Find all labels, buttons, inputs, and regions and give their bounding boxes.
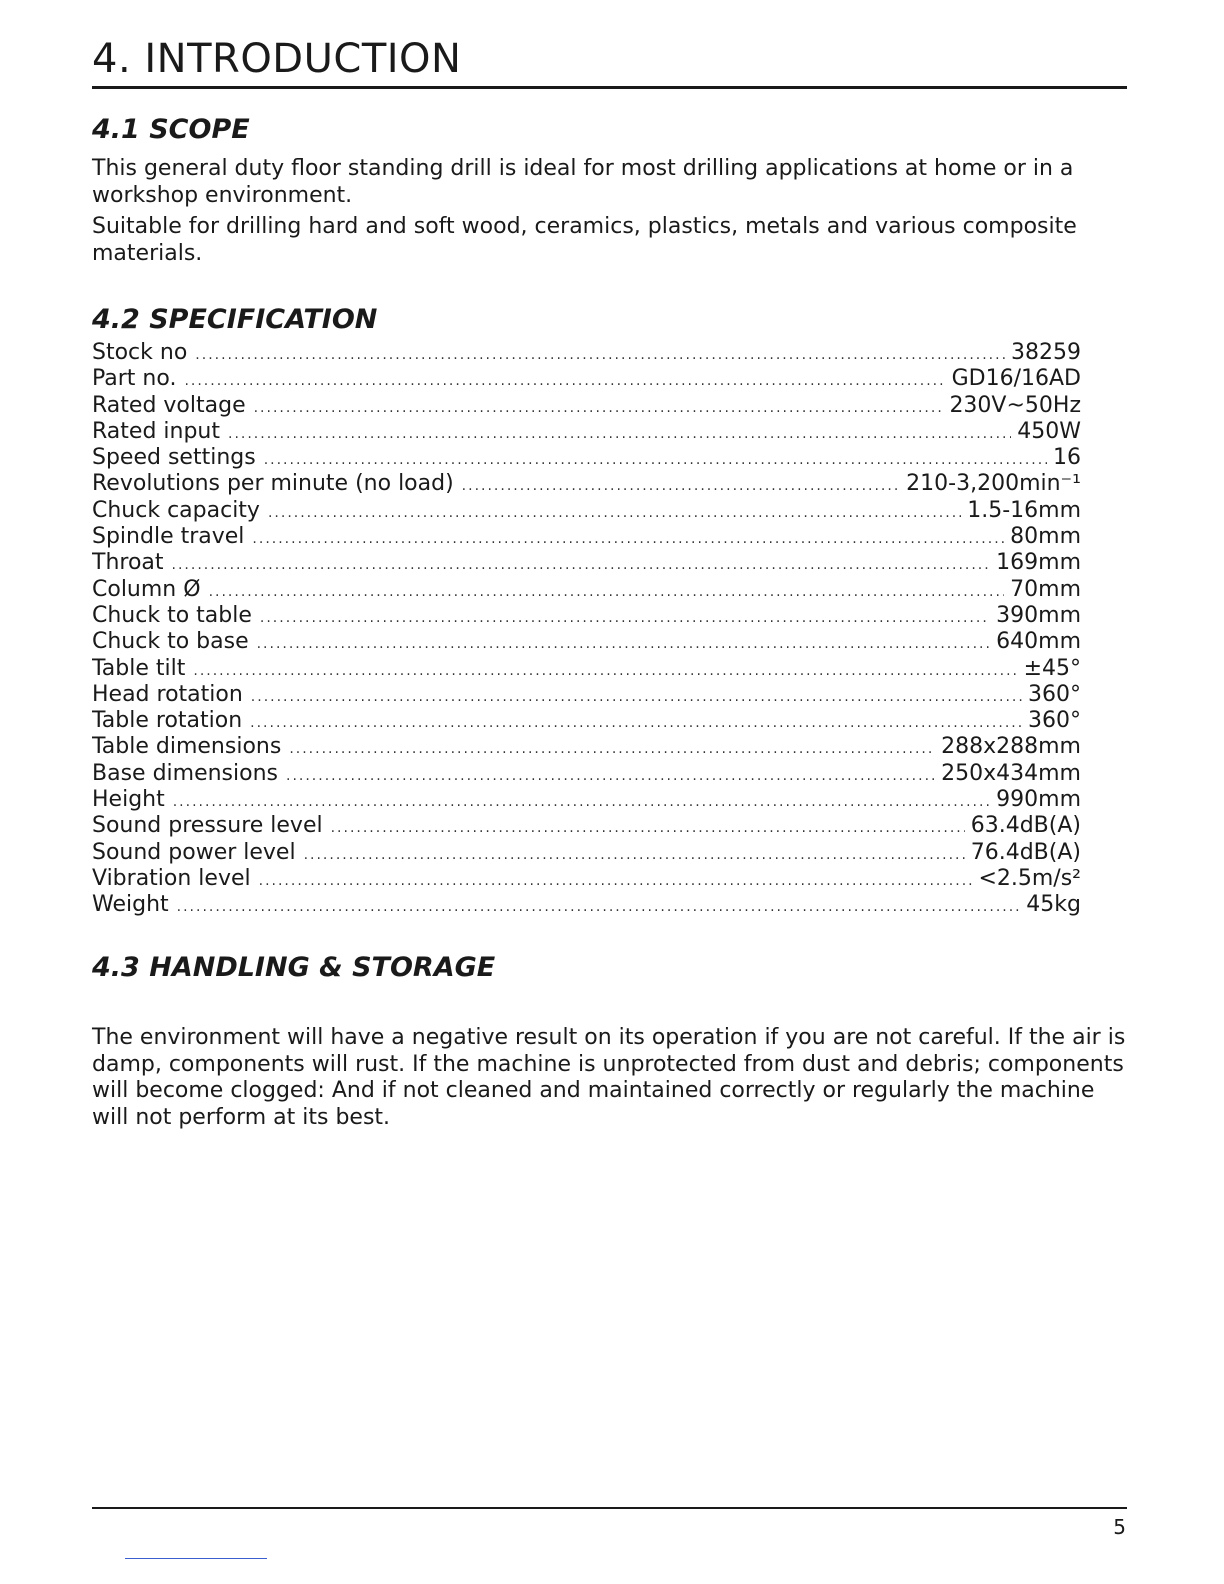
spec-label: Part no. bbox=[92, 366, 177, 392]
spec-value: 169mm bbox=[996, 550, 1081, 576]
spec-row bbox=[92, 366, 1081, 392]
spec-row bbox=[92, 524, 1081, 550]
leader-dots bbox=[193, 658, 1017, 682]
spec-row bbox=[92, 761, 1081, 787]
leader-dots bbox=[209, 579, 1005, 603]
spec-label: Throat bbox=[92, 550, 164, 576]
spec-row bbox=[92, 498, 1081, 524]
spec-row bbox=[92, 656, 1081, 682]
spec-value: 250x434mm bbox=[941, 760, 1081, 786]
handling-paragraph: The environment will have a negative result on its operation if you are not careful. If the air is damp, components will rust. If the machine is unprotected from dust and debris; components will become clogged: And if not cleaned and maintained correctly or regularly the machine will not perform at its best. bbox=[92, 1025, 1126, 1130]
spec-value: 210-3,200min⁻¹ bbox=[906, 471, 1081, 497]
spec-value: 76.4dB(A) bbox=[970, 839, 1081, 865]
spec-row bbox=[92, 419, 1081, 445]
spec-row bbox=[92, 787, 1081, 813]
spec-value: 16 bbox=[1053, 445, 1081, 471]
spec-value: 288x288mm bbox=[941, 734, 1081, 760]
leader-dots bbox=[251, 684, 1022, 708]
spec-label: Chuck to base bbox=[92, 629, 249, 655]
leader-dots bbox=[184, 368, 945, 392]
spec-value: 1.5-16mm bbox=[967, 497, 1081, 523]
leader-dots bbox=[172, 552, 991, 576]
spec-value: 390mm bbox=[996, 602, 1081, 628]
specification-list bbox=[92, 340, 1081, 919]
page-number: 5 bbox=[1113, 1515, 1126, 1539]
leader-dots bbox=[289, 736, 935, 760]
spec-label: Sound power level bbox=[92, 839, 296, 865]
leader-dots bbox=[257, 631, 991, 655]
spec-label: Height bbox=[92, 787, 165, 813]
spec-label: Sound pressure level bbox=[92, 813, 323, 839]
spec-label: Table rotation bbox=[92, 708, 243, 734]
spec-label: Chuck to table bbox=[92, 602, 252, 628]
spec-row bbox=[92, 550, 1081, 576]
page-title: 4. INTRODUCTION bbox=[92, 36, 462, 82]
spec-value: 360° bbox=[1028, 681, 1081, 707]
scope-paragraph-1: This general duty floor standing drill is ideal for most drilling applications at home or in a workshop environment. bbox=[92, 156, 1074, 208]
spec-row bbox=[92, 577, 1081, 603]
spec-label: Column Ø bbox=[92, 576, 201, 602]
leader-dots bbox=[259, 868, 973, 892]
spec-row bbox=[92, 340, 1081, 366]
spec-row bbox=[92, 629, 1081, 655]
spec-label: Rated voltage bbox=[92, 392, 246, 418]
spec-label: Rated input bbox=[92, 418, 220, 444]
handling-heading: 4.3 HANDLING & STORAGE bbox=[92, 952, 496, 983]
spec-value: GD16/16AD bbox=[951, 366, 1081, 392]
spec-value: 360° bbox=[1028, 708, 1081, 734]
spec-value: <2.5m/s² bbox=[978, 865, 1081, 891]
specification-heading: 4.2 SPECIFICATION bbox=[92, 304, 378, 335]
title-divider bbox=[92, 86, 1127, 89]
spec-value: 38259 bbox=[1011, 340, 1081, 365]
spec-value: 990mm bbox=[996, 787, 1081, 813]
spec-row bbox=[92, 603, 1081, 629]
spec-label: Base dimensions bbox=[92, 760, 278, 786]
spec-label: Head rotation bbox=[92, 681, 243, 707]
leader-dots bbox=[260, 605, 990, 629]
footer-divider bbox=[92, 1507, 1127, 1509]
leader-dots bbox=[286, 763, 935, 787]
leader-dots bbox=[462, 473, 900, 497]
spec-label: Table tilt bbox=[92, 655, 186, 681]
spec-value: 450W bbox=[1017, 418, 1081, 444]
spec-row bbox=[92, 840, 1081, 866]
leader-dots bbox=[304, 842, 965, 866]
spec-label: Revolutions per minute (no load) bbox=[92, 471, 454, 497]
spec-value: 230V~50Hz bbox=[949, 392, 1081, 418]
spec-row bbox=[92, 445, 1081, 471]
leader-dots bbox=[331, 815, 965, 839]
leader-dots bbox=[177, 894, 1021, 918]
leader-dots bbox=[195, 342, 1005, 366]
spec-row bbox=[92, 393, 1081, 419]
leader-dots bbox=[252, 526, 1004, 550]
leader-dots bbox=[250, 710, 1022, 734]
spec-label: Chuck capacity bbox=[92, 497, 260, 523]
leader-dots bbox=[268, 500, 961, 524]
spec-value: 45kg bbox=[1026, 892, 1081, 918]
decorative-line bbox=[125, 1558, 267, 1559]
spec-value: 70mm bbox=[1010, 576, 1081, 602]
spec-label: Stock no bbox=[92, 340, 188, 365]
spec-label: Vibration level bbox=[92, 865, 251, 891]
scope-heading: 4.1 SCOPE bbox=[92, 114, 250, 145]
spec-row bbox=[92, 471, 1081, 497]
spec-row bbox=[92, 813, 1081, 839]
leader-dots bbox=[228, 421, 1011, 445]
scope-paragraph-2: Suitable for drilling hard and soft wood, ceramics, plastics, metals and various composite materials. bbox=[92, 214, 1077, 266]
spec-label: Table dimensions bbox=[92, 734, 282, 760]
spec-label: Weight bbox=[92, 892, 169, 918]
spec-row bbox=[92, 682, 1081, 708]
spec-row bbox=[92, 708, 1081, 734]
spec-value: 80mm bbox=[1010, 524, 1081, 550]
spec-label: Speed settings bbox=[92, 445, 256, 471]
spec-row bbox=[92, 866, 1081, 892]
spec-row bbox=[92, 892, 1081, 918]
leader-dots bbox=[254, 395, 944, 419]
leader-dots bbox=[173, 789, 990, 813]
leader-dots bbox=[264, 447, 1047, 471]
spec-row bbox=[92, 734, 1081, 760]
spec-value: ±45° bbox=[1023, 655, 1081, 681]
spec-value: 63.4dB(A) bbox=[970, 813, 1081, 839]
spec-value: 640mm bbox=[996, 629, 1081, 655]
spec-label: Spindle travel bbox=[92, 524, 245, 550]
